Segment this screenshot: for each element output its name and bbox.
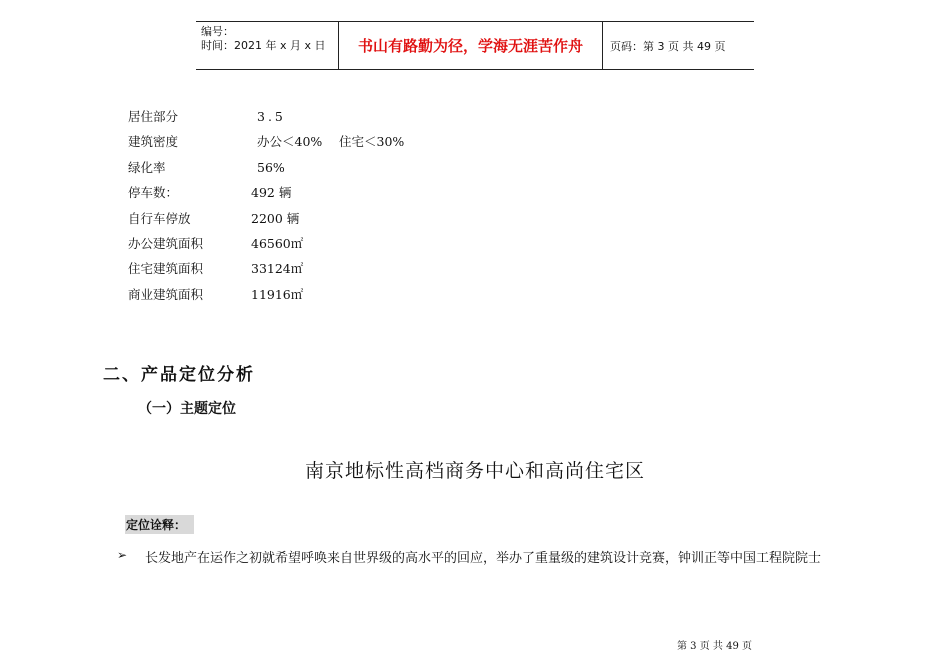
spec-value: 33124㎡: [251, 261, 304, 277]
spec-label: 自行车停放: [128, 210, 191, 226]
header-time: 时间：2021 年 x 月 x 日: [201, 39, 326, 52]
spec-label: 建筑密度: [128, 134, 179, 150]
spec-value-secondary: 住宅＜30%: [339, 134, 405, 150]
spec-label: 商业建筑面积: [128, 286, 204, 302]
theme-statement: 南京地标性高档商务中心和高尚住宅区: [304, 460, 645, 482]
spec-label: 住宅建筑面积: [128, 261, 204, 277]
spec-value: 2200 辆: [251, 210, 300, 226]
header-number: 编号：: [201, 25, 234, 38]
bullet-text: 长发地产在运作之初就希望呼唤来自世界级的高水平的回应，举办了重量级的建筑设计竞赛，钟训正等中国工程院院士: [145, 551, 822, 566]
page-header: [196, 21, 754, 70]
spec-value: 办公＜40%: [257, 134, 323, 150]
section-title: 二、产品定位分析: [103, 365, 255, 385]
spec-label: 停车数：: [128, 185, 179, 201]
spec-value: 3.5: [257, 109, 286, 124]
bullet-arrow-icon: ➢: [117, 548, 128, 562]
header-motto: 书山有路勤为径，学海无涯苦作舟: [339, 22, 603, 69]
spec-value: 56%: [257, 159, 285, 175]
spec-value: 11916㎡: [251, 286, 304, 302]
header-page-number: 页码：第 3 页 共 49 页: [610, 39, 726, 53]
spec-label: 居住部分: [128, 109, 179, 124]
header-meta: [196, 22, 339, 69]
spec-value: 492 辆: [251, 185, 292, 201]
sub-title: （一）主题定位: [138, 401, 236, 417]
spec-label: 办公建筑面积: [128, 235, 204, 251]
spec-label: 绿化率: [128, 159, 166, 175]
spec-value: 46560㎡: [251, 235, 304, 251]
note-label: 定位诠释：: [125, 515, 194, 534]
page-footer: 第 3 页 共 49 页: [677, 641, 752, 652]
